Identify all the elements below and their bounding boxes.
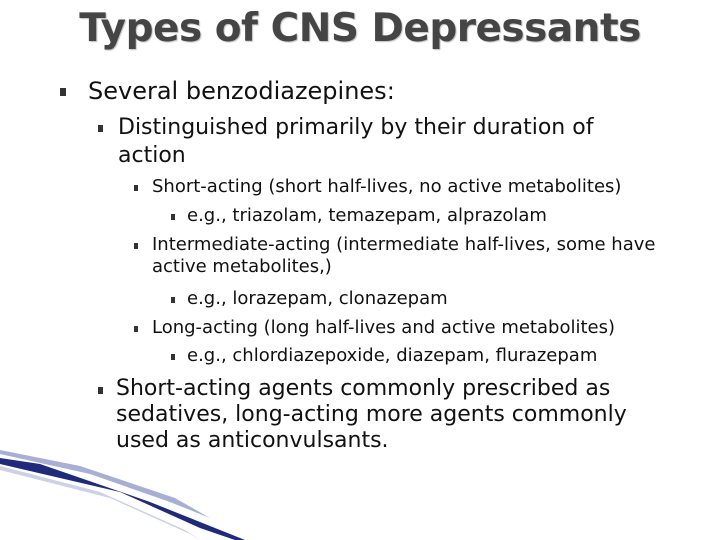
square-bullet-icon (60, 78, 66, 96)
square-bullet-icon (171, 288, 175, 314)
square-bullet-icon (134, 234, 138, 260)
bullet-text: Long-acting (long half-lives and active metabolites) (152, 317, 615, 338)
bullet-text: Short-acting (short half-lives, no active metabolites) (152, 176, 622, 197)
bullet-text: Intermediate-acting (intermediate half-lives, some have active metabolites,) (152, 234, 656, 277)
square-bullet-icon (98, 114, 103, 146)
bullet-text: Distinguished primarily by their duration of action (118, 115, 594, 168)
bullet-intermediate-acting (152, 234, 672, 278)
bullet-short-acting-examples (187, 205, 687, 227)
square-bullet-icon (171, 345, 175, 371)
swoosh-highlight (0, 450, 210, 518)
bullet-long-acting (152, 317, 672, 339)
bullet-intermediate-acting-examples (187, 288, 687, 310)
bullet-text: e.g., lorazepam, clonazepam (187, 288, 448, 309)
square-bullet-icon (134, 317, 138, 343)
bullet-duration (118, 114, 663, 170)
bullet-text: Short-acting agents commonly prescribed as sedatives, long-acting more agents commonly used as anticonvulsants. (116, 376, 627, 453)
bullet-text: Several benzodiazepines: (88, 77, 395, 105)
bullet-text: e.g., chlordiazepoxide, diazepam, flurazepam (187, 345, 598, 366)
bullet-short-acting (152, 176, 672, 198)
decorative-swoosh (0, 440, 720, 540)
square-bullet-icon (171, 205, 175, 231)
swoosh-band (0, 458, 245, 540)
bullet-long-acting-examples (187, 345, 687, 367)
slide-title: Types of CNS Depressants (79, 6, 641, 51)
square-bullet-icon (98, 376, 103, 407)
bullet-text: e.g., triazolam, temazepam, alprazolam (187, 205, 547, 226)
bullet-benzodiazepines (88, 78, 688, 106)
square-bullet-icon (134, 176, 138, 202)
